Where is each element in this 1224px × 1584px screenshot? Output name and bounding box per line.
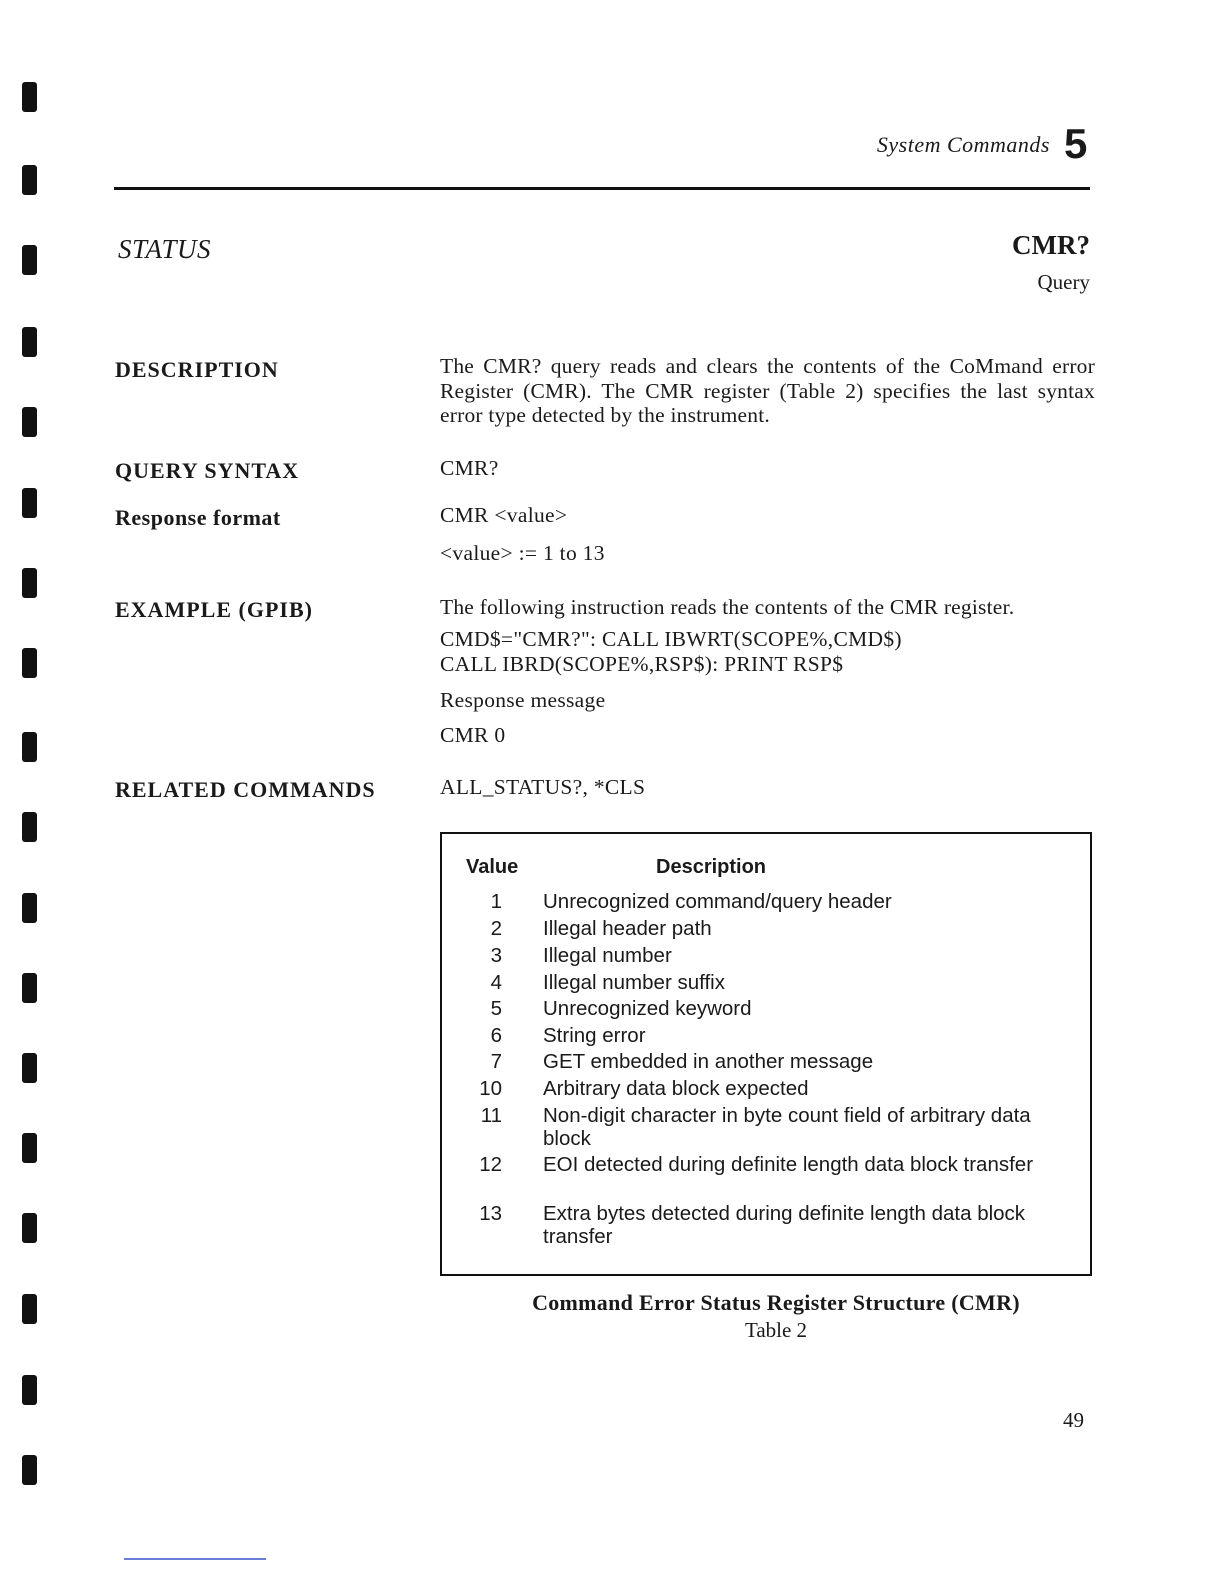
header-divider (114, 187, 1090, 190)
table-row-description: Unrecognized keyword (543, 997, 752, 1020)
query-syntax-label: QUERY SYNTAX (115, 458, 300, 483)
table-row-value: 13 (479, 1202, 502, 1225)
binder-hole (22, 973, 37, 1003)
response-format-label: Response format (115, 505, 281, 530)
example-label: EXAMPLE (GPIB) (115, 597, 313, 622)
query-syntax-value: CMR? (440, 456, 499, 480)
command-category: STATUS (118, 234, 212, 264)
binder-hole (22, 327, 37, 357)
response-format-value: CMR <value> (440, 503, 568, 527)
binder-hole (22, 82, 37, 112)
table-row-description: EOI detected during definite length data block transfer (543, 1153, 1034, 1176)
table-row-description: Arbitrary data block expected (543, 1077, 809, 1100)
table-row-value: 6 (490, 1024, 502, 1047)
table-row-value: 1 (490, 890, 502, 913)
table-row-value: 7 (490, 1050, 502, 1073)
response-format-range: <value> := 1 to 13 (440, 541, 605, 565)
example-response-label: Response message (440, 688, 606, 712)
binder-hole (22, 245, 37, 275)
table-header-value: Value (466, 856, 519, 878)
table-row-description: Illegal header path (543, 917, 712, 940)
table-row-description: Extra bytes detected during definite length data block transfer (543, 1202, 1026, 1248)
description-label: DESCRIPTION (115, 357, 279, 382)
command-name: CMR? (1012, 230, 1090, 260)
description-text: The CMR? query reads and clears the contents of the CoMmand error Register (CMR). The CMR register (Table 2) specifies the last syntax error type detected by the instrument. (440, 354, 1095, 427)
binder-hole (22, 1294, 37, 1324)
chapter-number: 5 (1064, 120, 1088, 167)
binder-hole (22, 732, 37, 762)
example-intro: The following instruction reads the contents of the CMR register. (440, 595, 1015, 619)
binder-hole (22, 812, 37, 842)
table-row-value: 5 (490, 997, 502, 1020)
binder-hole (22, 1133, 37, 1163)
table-row-value: 2 (490, 917, 502, 940)
table-row-value: 11 (480, 1104, 502, 1127)
example-code-line-1: CMD$="CMR?": CALL IBWRT(SCOPE%,CMD$) (440, 627, 902, 651)
binder-hole (22, 1375, 37, 1405)
table-row-description: String error (543, 1024, 646, 1047)
table-row-description: Non-digit character in byte count field of arbitrary data block (543, 1104, 1031, 1150)
table-header-description: Description (656, 856, 767, 878)
page-number: 49 (1063, 1408, 1084, 1432)
table-row-description: GET embedded in another message (543, 1050, 874, 1073)
binder-hole (22, 648, 37, 678)
binder-hole (22, 893, 37, 923)
table-label: Table 2 (744, 1318, 808, 1342)
binder-hole (22, 1455, 37, 1485)
binder-hole (22, 165, 37, 195)
example-code-line-2: CALL IBRD(SCOPE%,RSP$): PRINT RSP$ (440, 652, 844, 676)
example-response-value: CMR 0 (440, 723, 506, 747)
table-row-description: Illegal number suffix (543, 971, 725, 994)
binder-hole (22, 1053, 37, 1083)
binder-hole (22, 1213, 37, 1243)
table-row-value: 4 (490, 971, 502, 994)
related-commands-value: ALL_STATUS?, *CLS (440, 775, 646, 799)
related-commands-label: RELATED COMMANDS (115, 777, 376, 802)
table-row-value: 12 (479, 1153, 502, 1176)
table-row-value: 3 (490, 944, 502, 967)
command-type: Query (1037, 270, 1090, 294)
table-row-description: Illegal number (543, 944, 672, 967)
section-title: System Commands (876, 132, 1050, 157)
table-row-value: 10 (479, 1077, 502, 1100)
binder-hole (22, 407, 37, 437)
table-row-description: Unrecognized command/query header (543, 890, 892, 913)
binder-hole (22, 568, 37, 598)
table-caption: Command Error Status Register Structure (CMR) (532, 1290, 1020, 1315)
footer-line (124, 1558, 266, 1560)
binder-hole (22, 488, 37, 518)
